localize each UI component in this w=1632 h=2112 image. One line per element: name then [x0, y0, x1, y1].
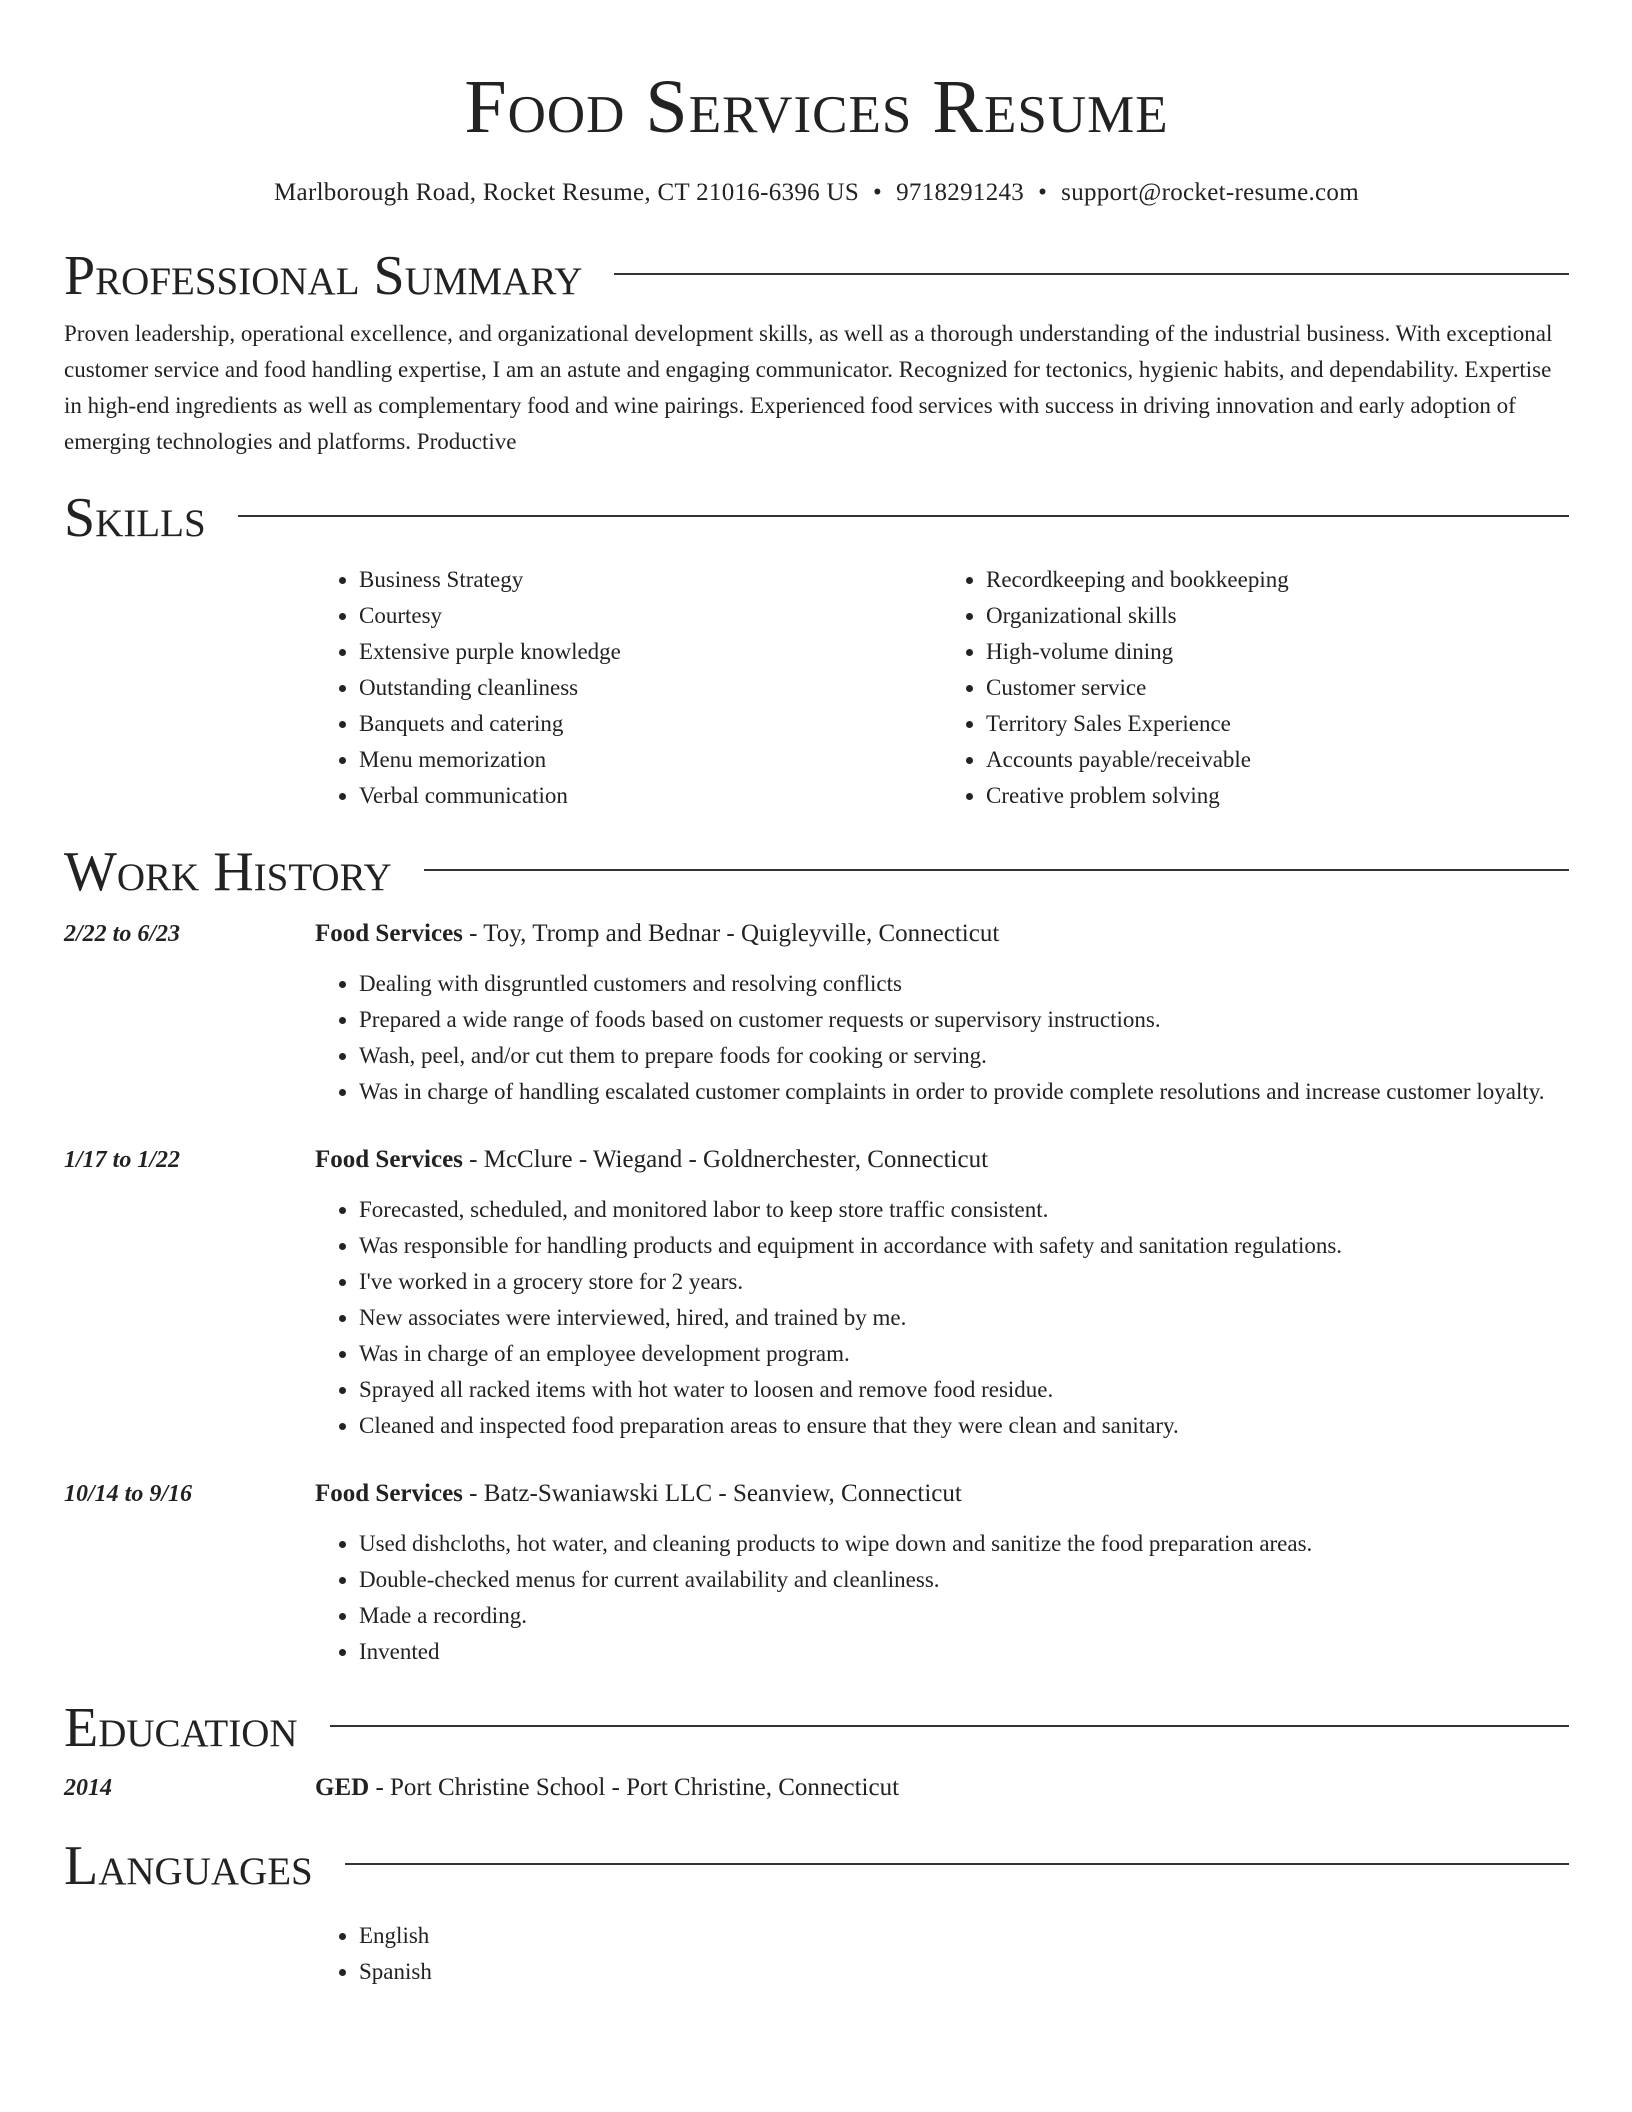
skill-item: • Verbal communication — [359, 778, 942, 814]
skill-item: • Extensive purple knowledge — [359, 634, 942, 670]
job-bullet: • Dealing with disgruntled customers and resolving conflicts — [359, 966, 1569, 1002]
job-bullet: • Forecasted, scheduled, and monitored labor to keep store traffic consistent. — [359, 1192, 1569, 1228]
skill-item: • Customer service — [986, 670, 1569, 706]
job-header — [64, 916, 1569, 952]
skill-item: • Outstanding cleanliness — [359, 670, 942, 706]
job-entry — [64, 1476, 1569, 1670]
skills-columns — [315, 562, 1569, 814]
contact-separator: • — [1038, 179, 1048, 206]
job-bullet: • Was in charge of handling escalated customer complaints in order to provide complete resolutions and increase customer loyalty. — [359, 1074, 1569, 1110]
skill-item: • Territory Sales Experience — [986, 706, 1569, 742]
job-bullets — [315, 1526, 1569, 1670]
section-divider — [614, 273, 1569, 275]
section-divider — [238, 515, 1569, 517]
work-section-header — [64, 842, 1569, 902]
skill-item: • Banquets and catering — [359, 706, 942, 742]
job-bullet: • New associates were interviewed, hired, and trained by me. — [359, 1300, 1569, 1336]
education-line — [315, 1770, 899, 1806]
contact-line — [64, 176, 1569, 210]
job-bullet: • Double-checked menus for current availability and cleanliness. — [359, 1562, 1569, 1598]
job-bullets — [315, 1192, 1569, 1444]
job-details: - Batz-Swaniawski LLC - Seanview, Connecticut — [462, 1480, 962, 1507]
contact-address: Marlborough Road, Rocket Resume, CT 21016-6396 US — [274, 179, 860, 206]
job-title-line — [315, 916, 999, 952]
summary-section-header — [64, 246, 1569, 306]
job-title-line — [315, 1476, 962, 1512]
skills-section-header — [64, 488, 1569, 548]
summary-heading: Professional Summary — [64, 245, 583, 307]
job-bullet: • Sprayed all racked items with hot water to loosen and remove food residue. — [359, 1372, 1569, 1408]
job-title: Food Services — [315, 920, 463, 947]
skills-list-left — [315, 562, 942, 814]
job-bullet: • Was in charge of an employee development program. — [359, 1336, 1569, 1372]
education-heading: Education — [64, 1697, 298, 1759]
job-dates: 2/22 to 6/23 — [64, 921, 181, 947]
job-header — [64, 1476, 1569, 1512]
job-entry — [64, 1142, 1569, 1444]
skills-heading: Skills — [64, 487, 206, 549]
skill-item: • Recordkeeping and bookkeeping — [986, 562, 1569, 598]
skill-item: • Accounts payable/receivable — [986, 742, 1569, 778]
skill-item: • Courtesy — [359, 598, 942, 634]
section-divider — [424, 869, 1569, 871]
contact-phone: 9718291243 — [896, 179, 1025, 206]
job-bullet: • Used dishcloths, hot water, and cleaning products to wipe down and sanitize the food preparation areas. — [359, 1526, 1569, 1562]
job-bullet: • I've worked in a grocery store for 2 years. — [359, 1264, 1569, 1300]
job-details: - Toy, Tromp and Bednar - Quigleyville, Connecticut — [462, 920, 1000, 947]
education-year: 2014 — [64, 1775, 112, 1801]
job-bullet: • Cleaned and inspected food preparation areas to ensure that they were clean and sanitary. — [359, 1408, 1569, 1444]
job-title: Food Services — [315, 1480, 463, 1507]
skills-list-right — [942, 562, 1569, 814]
contact-email: support@rocket-resume.com — [1061, 179, 1359, 206]
skill-item: • Organizational skills — [986, 598, 1569, 634]
job-bullet: • Wash, peel, and/or cut them to prepare foods for cooking or serving. — [359, 1038, 1569, 1074]
section-divider — [330, 1725, 1569, 1727]
work-heading: Work History — [64, 841, 392, 903]
languages-section-header — [64, 1836, 1569, 1896]
resume-page — [64, 0, 1569, 1990]
job-bullet: • Made a recording. — [359, 1598, 1569, 1634]
skill-item: • High-volume dining — [986, 634, 1569, 670]
contact-separator: • — [873, 179, 883, 206]
job-bullet: • Prepared a wide range of foods based on customer requests or supervisory instructions. — [359, 1002, 1569, 1038]
education-details: - Port Christine School - Port Christine, Connecticut — [369, 1774, 900, 1801]
languages-list — [315, 1918, 1569, 1990]
education-entry — [64, 1770, 1569, 1806]
language-item: • English — [359, 1918, 1569, 1954]
job-bullets — [315, 966, 1569, 1110]
education-section-header — [64, 1698, 1569, 1758]
skill-item: • Menu memorization — [359, 742, 942, 778]
job-entry — [64, 916, 1569, 1110]
skill-item: • Creative problem solving — [986, 778, 1569, 814]
language-item: • Spanish — [359, 1954, 1569, 1990]
job-bullet: • Was responsible for handling products and equipment in accordance with safety and sanitation regulations. — [359, 1228, 1569, 1264]
job-dates: 1/17 to 1/22 — [64, 1147, 181, 1173]
job-header — [64, 1142, 1569, 1178]
job-title-line — [315, 1142, 988, 1178]
section-divider — [345, 1863, 1569, 1865]
resume-title: Food Services Resume — [464, 65, 1169, 149]
summary-text: Proven leadership, operational excellence, and organizational development skills, as well as a thorough understanding of the industrial business. With exceptional customer service and food handling expertise, I am an astute and engaging communicator. Recognized for tectonics, hygienic habits, and dependability. Expertise in high-end ingredients as well as complementary food and wine pairings. Experienced food services with success in driving innovation and early adoption of emerging technologies and platforms. Productive — [64, 321, 1553, 454]
languages-heading: Languages — [64, 1835, 313, 1897]
education-degree: GED — [315, 1774, 370, 1801]
skill-item: • Business Strategy — [359, 562, 942, 598]
job-details: - McClure - Wiegand - Goldnerchester, Connecticut — [462, 1146, 989, 1173]
job-bullet: • Invented — [359, 1634, 1569, 1670]
job-dates: 10/14 to 9/16 — [64, 1481, 193, 1507]
job-title: Food Services — [315, 1146, 463, 1173]
